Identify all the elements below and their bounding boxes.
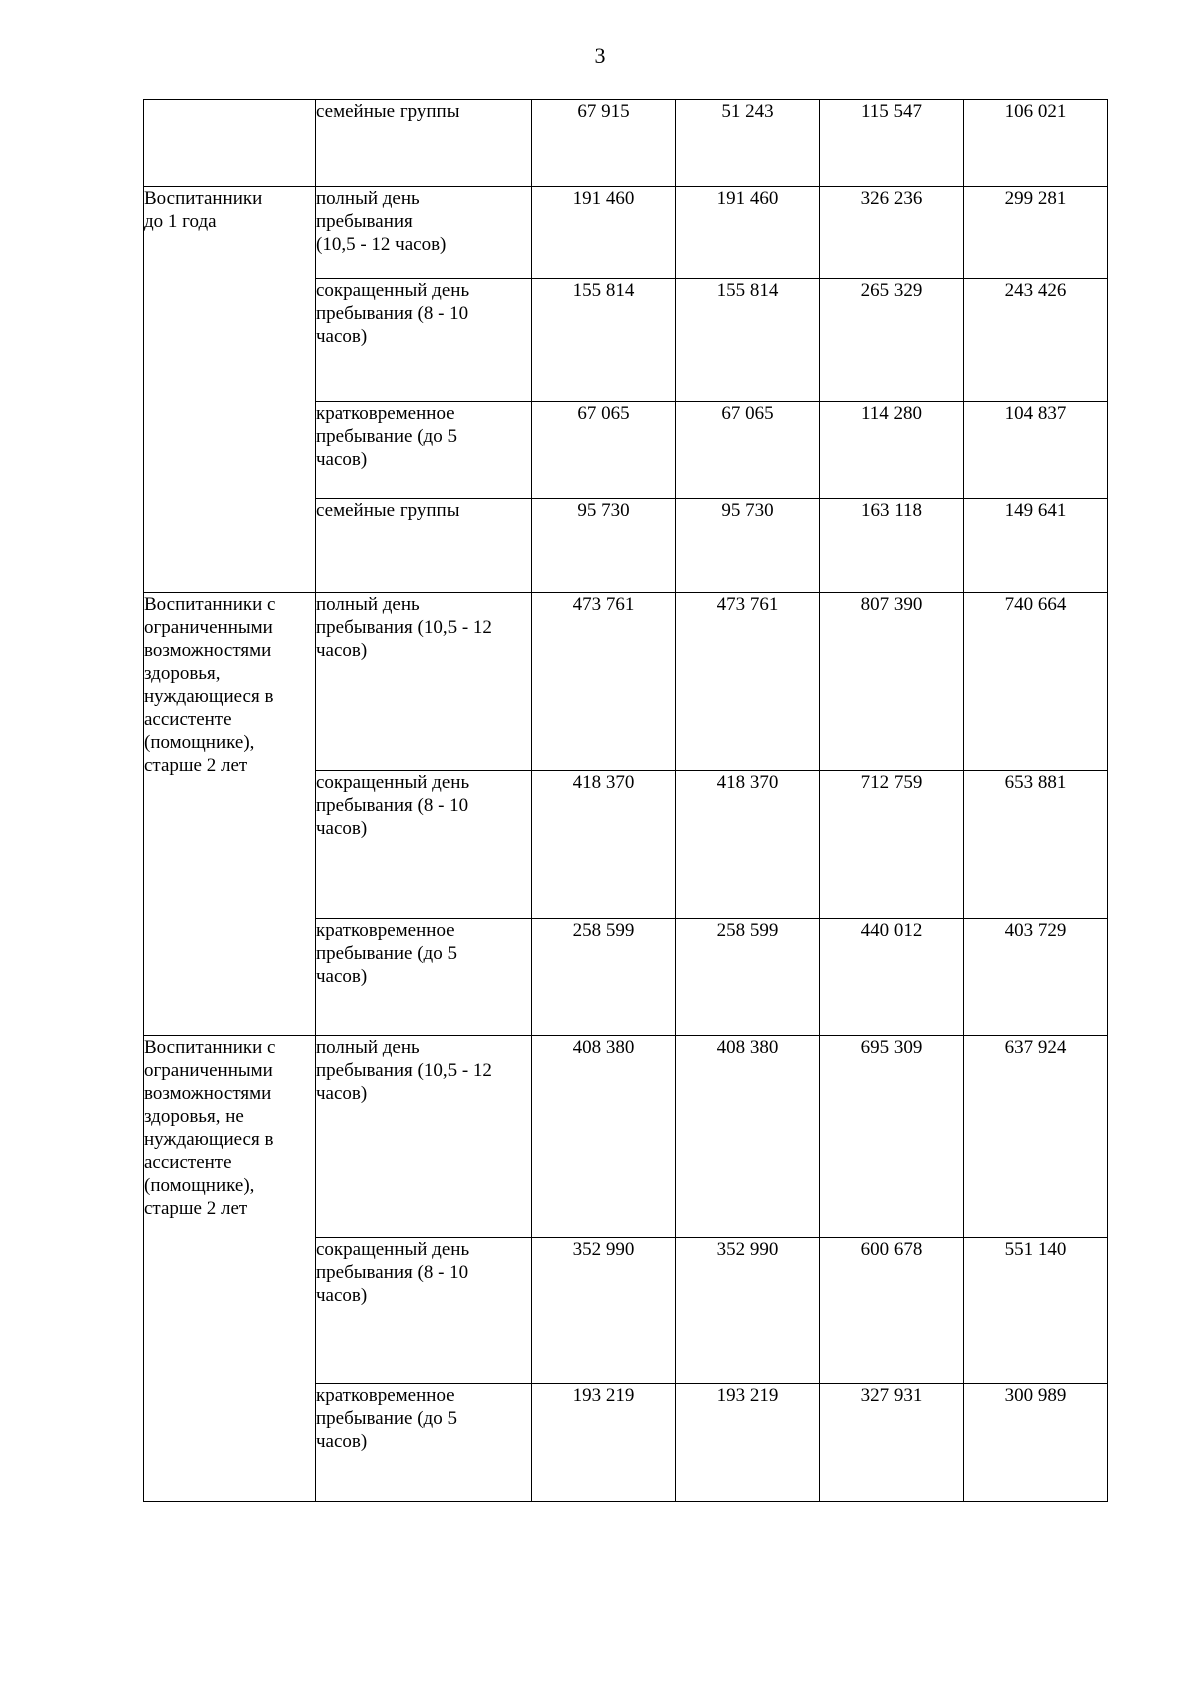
value-cell: 243 426: [964, 279, 1108, 402]
value-cell: 191 460: [532, 187, 676, 279]
value-cell: 440 012: [820, 919, 964, 1036]
value-cell: 695 309: [820, 1036, 964, 1238]
mode-label: сокращенный день пребывания (8 - 10 часов): [316, 280, 470, 347]
value-cell: 352 990: [676, 1238, 820, 1384]
value-cell: 551 140: [964, 1238, 1108, 1384]
value-cell: 67 065: [676, 402, 820, 499]
value-cell: 326 236: [820, 187, 964, 279]
value-cell: 155 814: [676, 279, 820, 402]
value-cell: 104 837: [964, 402, 1108, 499]
value-cell: 67 065: [532, 402, 676, 499]
group-label: Воспитанники с ограниченными возможностями здоровья, не нуждающиеся в ассистенте (помощнике), старше 2 лет: [144, 1037, 276, 1219]
mode-cell: [316, 279, 532, 402]
value-cell: 403 729: [964, 919, 1108, 1036]
value-cell: 106 021: [964, 100, 1108, 187]
value-cell: 653 881: [964, 771, 1108, 919]
tariff-table: [143, 99, 1108, 1502]
table-row: [144, 187, 1108, 279]
mode-label: семейные группы: [316, 500, 460, 521]
mode-label: кратковременное пребывание (до 5 часов): [316, 920, 457, 987]
value-cell: 67 915: [532, 100, 676, 187]
mode-label: полный день пребывания (10,5 - 12 часов): [316, 188, 447, 255]
value-cell: 807 390: [820, 593, 964, 771]
value-cell: 600 678: [820, 1238, 964, 1384]
value-cell: 258 599: [532, 919, 676, 1036]
mode-cell: [316, 771, 532, 919]
value-cell: 114 280: [820, 402, 964, 499]
mode-label: сокращенный день пребывания (8 - 10 часов): [316, 772, 470, 839]
table-row: [144, 593, 1108, 771]
value-cell: 637 924: [964, 1036, 1108, 1238]
mode-cell: [316, 100, 532, 187]
mode-cell: [316, 499, 532, 593]
mode-cell: [316, 1384, 532, 1502]
mode-label: полный день пребывания (10,5 - 12 часов): [316, 1037, 492, 1104]
value-cell: 95 730: [676, 499, 820, 593]
mode-label: семейные группы: [316, 101, 460, 122]
value-cell: 473 761: [676, 593, 820, 771]
value-cell: 95 730: [532, 499, 676, 593]
value-cell: 193 219: [676, 1384, 820, 1502]
value-cell: 418 370: [676, 771, 820, 919]
value-cell: 299 281: [964, 187, 1108, 279]
mode-label: полный день пребывания (10,5 - 12 часов): [316, 594, 492, 661]
mode-cell: [316, 1036, 532, 1238]
value-cell: 258 599: [676, 919, 820, 1036]
group-label: Воспитанники с ограниченными возможностями здоровья, нуждающиеся в ассистенте (помощнике), старше 2 лет: [144, 594, 276, 776]
value-cell: 51 243: [676, 100, 820, 187]
table-row: [144, 100, 1108, 187]
mode-label: кратковременное пребывание (до 5 часов): [316, 1385, 457, 1452]
table-row: [144, 1036, 1108, 1238]
value-cell: 418 370: [532, 771, 676, 919]
value-cell: 740 664: [964, 593, 1108, 771]
value-cell: 191 460: [676, 187, 820, 279]
mode-label: кратковременное пребывание (до 5 часов): [316, 403, 457, 470]
value-cell: 300 989: [964, 1384, 1108, 1502]
group-cell: [144, 1036, 316, 1502]
group-cell: [144, 593, 316, 1036]
value-cell: 115 547: [820, 100, 964, 187]
value-cell: 163 118: [820, 499, 964, 593]
group-label: Воспитанники до 1 года: [144, 188, 263, 232]
mode-cell: [316, 593, 532, 771]
page-number: 3: [594, 43, 606, 68]
mode-cell: [316, 919, 532, 1036]
value-cell: 352 990: [532, 1238, 676, 1384]
group-cell: [144, 100, 316, 187]
group-cell: [144, 187, 316, 593]
value-cell: 408 380: [676, 1036, 820, 1238]
value-cell: 408 380: [532, 1036, 676, 1238]
mode-cell: [316, 187, 532, 279]
mode-label: сокращенный день пребывания (8 - 10 часов): [316, 1239, 470, 1306]
value-cell: 712 759: [820, 771, 964, 919]
value-cell: 193 219: [532, 1384, 676, 1502]
value-cell: 265 329: [820, 279, 964, 402]
value-cell: 149 641: [964, 499, 1108, 593]
value-cell: 327 931: [820, 1384, 964, 1502]
value-cell: 473 761: [532, 593, 676, 771]
mode-cell: [316, 402, 532, 499]
mode-cell: [316, 1238, 532, 1384]
value-cell: 155 814: [532, 279, 676, 402]
